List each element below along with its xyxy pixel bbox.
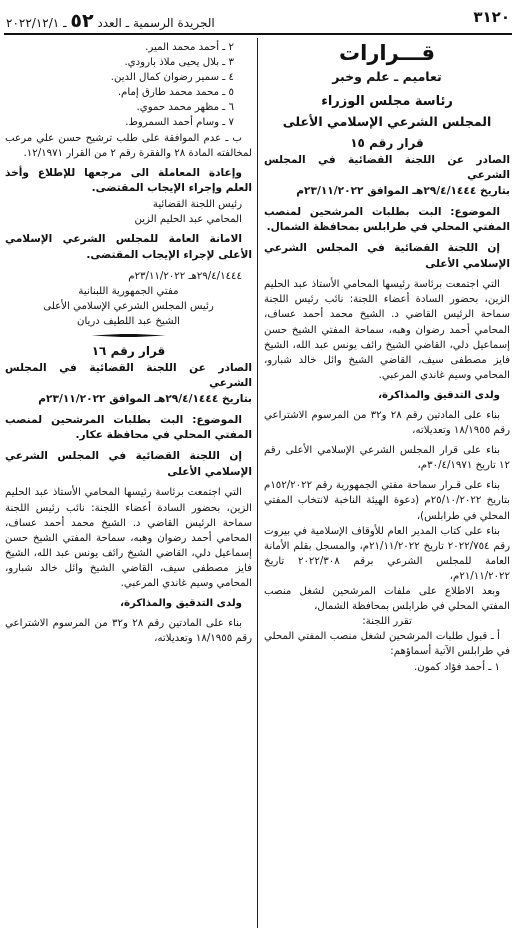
decision-16-meeting: التي اجتمعت برئاسة رئيسها المحامي الأستاذ عبد الحليم الزين، بحضور السادة أعضاء اللجنة: نائب رئيس اللجنة سماحة الرئيس القاضي د. الشيخ محمد أحمد عساف، المحامي أحمد رضوان وهبه، سماحة المفتي الشيخ حسن إسماعيل دلي، القاضي الشيخ رائف يونس عبد الله، الشيخ فايز مصطفى سيف، القاضي الشيخ وائل خالد شبارو، المحامي وسيم غاندي المرعبي. <box>5 487 252 590</box>
decision-15-item-a: أ ـ قبول طلبات المرشحين لشغل منصب المفتي المحلي في طرابلس الآتية أسماؤهم: <box>264 631 510 658</box>
decision-15-basis-5: وبعد الاطلاع على ملفات المرشحين لشغل منصب المفتي المحلي في طرابلس بمحافظة الشمال، <box>264 586 510 613</box>
candidate-name: ٣ ـ بلال يحيى ملاذ بارودي. <box>124 57 234 69</box>
decision-15-basis-1: بناء على المادتين رقم ٢٨ و٣٢ من المرسوم الاشتراعي رقم ١٨/١٩٥٥ وتعديلاته، <box>264 410 510 437</box>
decision-16-committee: إن اللجنة القضائية في المجلس الشرعي الإسلامي الأعلى <box>5 450 252 478</box>
candidate-name-1: ١ ـ أحمد فؤاد كمون. <box>413 661 500 673</box>
decision-15-date: بتاريخ ٢٩/٤/١٤٤٤هـ الموافق ٢٣/١١/٢٠٢٢م <box>296 184 510 197</box>
council-heading: المجلس الشرعي الإسلامي الأعلى <box>282 113 492 129</box>
page-number: ٣١٢٠ <box>473 8 510 26</box>
section-title: قـــرارات <box>339 41 435 65</box>
left-column <box>5 40 252 646</box>
decision-16-date: بتاريخ ٢٩/٤/١٤٤٤هـ الموافق ٢٣/١١/٢٠٢٢م <box>38 393 252 406</box>
column-divider <box>257 38 258 928</box>
section-divider <box>92 331 166 339</box>
running-head-prefix: الجريدة الرسمية ـ العدد <box>97 16 215 30</box>
decision-15-decides: تقرر اللجنة: <box>362 616 412 628</box>
decision-15-item-b: ب ـ عدم الموافقة على طلب ترشيح حسن علي مرعب لمخالفته المادة ٢٨ والفقرة رقم ٢ من القرار ١٢/١٩٧١. <box>5 132 252 159</box>
candidate-name: ٥ ـ محمد محمد طارق إمام. <box>117 87 234 99</box>
candidate-name: ٧ ـ وسام أحمد السمروط. <box>125 117 234 129</box>
decision-15-review: ولدى التدقيق والمذاكرة، <box>378 389 500 401</box>
council-head-title: رئيس المجلس الشرعي الإسلامي الأعلى <box>43 300 214 312</box>
header-rule <box>4 33 512 35</box>
chair-name: المحامي عبد الحليم الزين <box>134 214 242 226</box>
decision-15-issuer: الصادر عن اللجنة القضائية في المجلس الشرعي <box>264 153 510 182</box>
decision-15-basis-3: بناء على قـرار سماحة مفتي الجمهورية رقم ١٥٢/٢٠٢٢م بتاريخ ٢٥/١٠/٢٠٢٢م (دعوة الهيئة الناخبة لانتخاب المفتي المحلي في طرابلس)، <box>264 480 510 522</box>
decision-16-basis-1: بناء على المادتين رقم ٢٨ و٣٢ من المرسوم الاشتراعي رقم ١٨/١٩٥٥ وتعديلاته، <box>5 618 252 645</box>
candidate-name: ٦ ـ مظهر محمد حموي. <box>136 102 234 114</box>
decision-16-issuer: الصادر عن اللجنة القضائية في المجلس الشرعي <box>5 361 252 390</box>
running-head-date: ـ ٢٠٢٢/١٢/١ <box>6 16 67 30</box>
decision-15-basis-4: بناء على كتاب المدير العام للأوقاف الإسلامية في بيروت رقم ٢٠٢٢/٧٥٤ تاريخ ٢١/١١/٢٠٢٢م، والمسجل بقلم الأمانة العامة للمجلس الشرعي برقم ٢٠٢٢/٣٠٨ تاريخ ٢١/١١/٢٠٢٢م، <box>264 525 511 582</box>
running-head <box>6 7 215 35</box>
decision-15-subject: الموضوع: البت بطلبات المرشحين لمنصب المفتي المحلي في طرابلس بمحافظة الشمال. <box>264 205 510 234</box>
signatory-name: الشيخ عبد اللطيف دريان <box>76 315 181 327</box>
decision-16-number: قرار رقم ١٦ <box>91 344 166 358</box>
decision-16-subject: الموضوع: البت بطلبات المرشحين لمنصب المفتي المحلي في محافظة عكار. <box>5 413 252 442</box>
decision-15-number: قرار رقم ١٥ <box>350 135 424 150</box>
candidate-list <box>5 40 252 131</box>
candidate-name: ٤ ـ سمير رضوان كمال الدين. <box>110 72 234 84</box>
decision-15-meeting: التي اجتمعت برئاسة رئيسها المحامي الأستاذ عبد الحليم الزين، بحضور السادة أعضاء اللجنة: نائب رئيس اللجنة سماحة الرئيس القاضي د. الشيخ محمد أحمد عساف، المحامي أحمد رضوان وهبه، سماحة المفتي الشيخ حسن إسماعيل دلي، القاضي الشيخ رائف يونس عبد الله، الشيخ فايز مصطفى سيف، القاضي الشيخ وائل خالد شبارو، المحامي وسيم غاندي المرعبي. <box>264 279 510 381</box>
issue-number: ٥٢ <box>70 10 94 32</box>
signature-date: ٢٩/٤/١٤٤٤هـ ٢٣/١١/٢٠٢٢م <box>128 270 242 282</box>
mufti-title: مفتي الجمهورية اللبنانية <box>78 285 179 297</box>
decision-15-return: وإعادة المعاملة الى مرجعها للإطلاع وأخذ العلم وإجراء الإيجاب المقتضى. <box>5 166 252 195</box>
right-column <box>264 40 510 675</box>
decision-16-review: ولدى التدقيق والمذاكرة، <box>120 598 242 610</box>
page-header <box>0 0 516 32</box>
decision-15-basis-2: بناء على قرار المجلس الشرعي الإسلامي الأعلى رقم ١٢ تاريخ ٣٠/٤/١٩٧١م، <box>264 445 510 472</box>
chair-title: رئيس اللجنة القضائية <box>152 199 242 211</box>
decision-15-committee: إن اللجنة القضائية في المجلس الشرعي الإسلامي الأعلى <box>264 241 510 270</box>
secretariat-note: الامانة العامة للمجلس الشرعي الإسلامي الأعلى لإجراء الإيجاب المقتضى. <box>5 233 252 261</box>
authority-heading: رئاسة مجلس الوزراء <box>321 94 453 110</box>
section-subtitle: تعاميم ـ علم وخبر <box>332 69 442 85</box>
candidate-name: ٢ ـ أحمد محمد المير. <box>145 42 234 53</box>
